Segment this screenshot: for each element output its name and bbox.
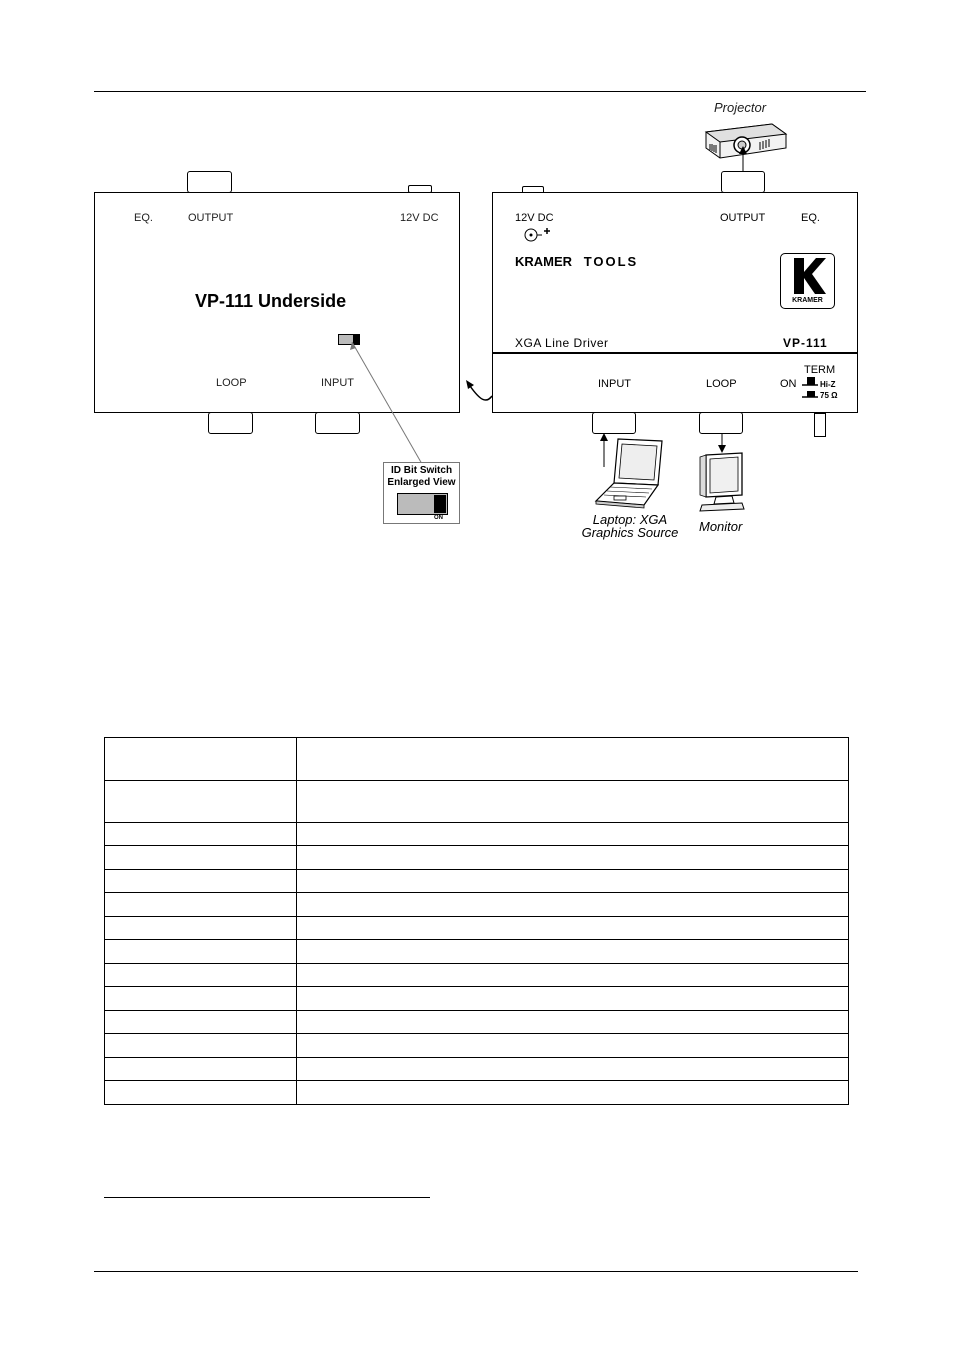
table-row bbox=[105, 738, 849, 781]
table-row bbox=[105, 940, 849, 964]
table-cell-label bbox=[105, 1011, 297, 1034]
table-row bbox=[105, 1081, 849, 1105]
table-cell-value bbox=[297, 846, 849, 870]
table-cell-value bbox=[297, 917, 849, 940]
table-cell-label bbox=[105, 781, 297, 823]
table-cell-label bbox=[105, 917, 297, 940]
brand-label bbox=[515, 254, 638, 269]
table-row bbox=[105, 781, 849, 823]
term-switch-handle bbox=[814, 413, 826, 437]
product-name-label: XGA Line Driver bbox=[515, 336, 609, 350]
table-row bbox=[105, 1011, 849, 1034]
monitor-label: Monitor bbox=[699, 519, 743, 534]
projector-label: Projector bbox=[714, 100, 767, 115]
table-cell-value bbox=[297, 1011, 849, 1034]
underside-loop-label: LOOP bbox=[216, 377, 247, 389]
table-row bbox=[105, 870, 849, 893]
laptop-label-line2: Graphics Source bbox=[581, 525, 679, 540]
table-cell-value bbox=[297, 870, 849, 893]
table-row bbox=[105, 846, 849, 870]
table-row bbox=[105, 917, 849, 940]
spec-table-body bbox=[105, 738, 849, 1105]
zoom-title-line2: Enlarged View bbox=[387, 477, 456, 488]
table-cell-label bbox=[105, 940, 297, 964]
underside-output-connector bbox=[187, 171, 232, 193]
spec-table bbox=[104, 737, 849, 1105]
laptop-label bbox=[580, 513, 680, 539]
logo-text: KRAMER bbox=[792, 297, 823, 304]
kramer-logo bbox=[780, 253, 835, 309]
front-term-label: TERM bbox=[804, 364, 836, 376]
table-row bbox=[105, 987, 849, 1011]
underside-input-label: INPUT bbox=[321, 377, 354, 389]
id-bit-switch-zoom bbox=[383, 462, 460, 524]
table-cell-label bbox=[105, 987, 297, 1011]
table-row bbox=[105, 823, 849, 846]
table-cell-value bbox=[297, 781, 849, 823]
table-cell-value bbox=[297, 1081, 849, 1105]
table-cell-label bbox=[105, 893, 297, 917]
front-dc-label: 12V DC bbox=[515, 212, 554, 224]
front-loop-label: LOOP bbox=[706, 378, 737, 390]
table-cell-value bbox=[297, 1058, 849, 1081]
table-cell-value bbox=[297, 1034, 849, 1058]
dc-polarity-icon bbox=[524, 225, 552, 243]
front-input-label: INPUT bbox=[598, 378, 631, 390]
term-switch-icon bbox=[802, 376, 822, 400]
table-cell-value bbox=[297, 823, 849, 846]
term-75-label: 75 Ω bbox=[820, 391, 838, 400]
table-cell-label bbox=[105, 1081, 297, 1105]
model-label: VP-111 bbox=[783, 336, 828, 350]
brand-tools: TOOLS bbox=[583, 254, 639, 269]
term-hiz-label: Hi-Z bbox=[820, 380, 836, 389]
table-cell-label bbox=[105, 1058, 297, 1081]
header-rule bbox=[94, 91, 866, 92]
laptop-icon bbox=[592, 433, 672, 513]
table-cell-value bbox=[297, 738, 849, 781]
table-row bbox=[105, 1034, 849, 1058]
underside-loop-connector bbox=[208, 412, 253, 434]
table-row bbox=[105, 893, 849, 917]
table-cell-label bbox=[105, 870, 297, 893]
front-output-connector bbox=[721, 171, 765, 193]
zoom-switch-body bbox=[397, 493, 448, 515]
table-row bbox=[105, 964, 849, 987]
table-cell-label bbox=[105, 846, 297, 870]
laptop-label-line1: Laptop: XGA bbox=[592, 512, 668, 527]
projector-arrow bbox=[737, 146, 749, 172]
zoom-title-line1: ID Bit Switch bbox=[390, 465, 453, 476]
front-on-label: ON bbox=[780, 378, 797, 390]
underside-eq-label: EQ. bbox=[134, 212, 153, 224]
front-output-label: OUTPUT bbox=[720, 212, 766, 224]
flip-arrow-icon bbox=[462, 376, 496, 406]
zoom-pointer-line bbox=[340, 338, 430, 466]
footer-rule bbox=[94, 1271, 858, 1272]
table-cell-value bbox=[297, 987, 849, 1011]
table-cell-label bbox=[105, 1034, 297, 1058]
table-cell-label bbox=[105, 964, 297, 987]
front-input-connector bbox=[592, 412, 636, 434]
zoom-on-label: ON bbox=[434, 515, 443, 521]
kramer-k-icon bbox=[782, 256, 834, 296]
front-panel-divider bbox=[492, 352, 858, 354]
table-row bbox=[105, 1058, 849, 1081]
underside-title: VP-111 Underside bbox=[195, 291, 347, 311]
underside-dc-label: 12V DC bbox=[400, 212, 439, 224]
footnote-rule bbox=[104, 1197, 430, 1198]
underside-output-label: OUTPUT bbox=[188, 212, 234, 224]
monitor-icon bbox=[694, 433, 750, 517]
table-cell-label bbox=[105, 823, 297, 846]
table-cell-value bbox=[297, 964, 849, 987]
front-loop-connector bbox=[699, 412, 743, 434]
table-cell-value bbox=[297, 893, 849, 917]
front-eq-label: EQ. bbox=[801, 212, 820, 224]
table-cell-label bbox=[105, 738, 297, 781]
table-cell-value bbox=[297, 940, 849, 964]
brand-kramer: KRAMER bbox=[515, 254, 573, 269]
